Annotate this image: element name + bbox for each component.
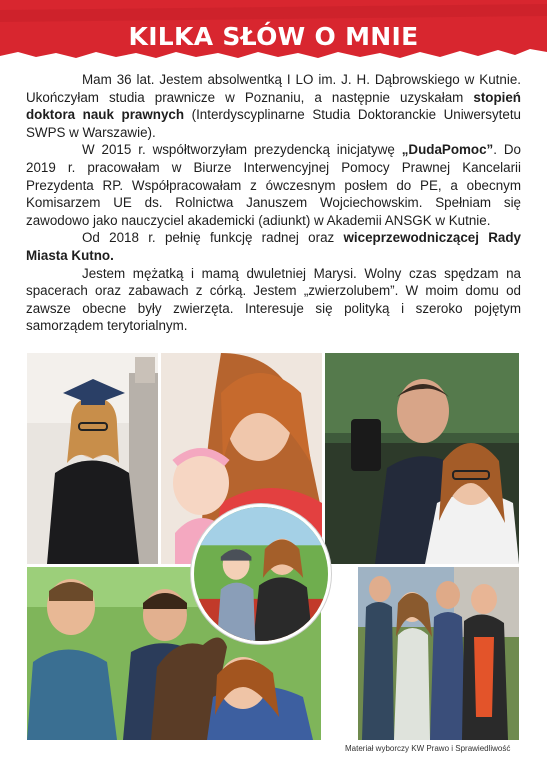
bio-text-span: Mam 36 lat. Jestem absolwentką I LO im. J. H. Dąbrowskiego w Kutnie. Ukończyłam studia prawnicze w Poznaniu, a następnie uzyskałam — [26, 72, 521, 105]
flag-strip-decoration — [0, 758, 547, 768]
group-icon — [358, 567, 519, 740]
bio-text-span: (Interdyscyplinarne Studia Doktoranckie Uniwersytetu SWPS w Warszawie). — [26, 107, 521, 140]
phone-selfie-icon — [325, 353, 519, 564]
bio-paragraph-2 — [26, 141, 521, 229]
bio-text-span: W 2015 r. współtworzyłam prezydencką inicjatywę — [82, 142, 402, 158]
bio-bold-span: „DudaPomoc” — [401, 142, 494, 158]
bio-text-span: . Do 2019 r. pracowałam w Biurze Interwencyjnej Pomocy Prawnej Kancelarii Prezydenta RP. Współpracowałam z ówczesnym posłem do PE, a obecnym Komisarzem UE ds. Rolnictwa Januszem Wojciechowskim. Spełniam się zawodowo jako nauczyciel akademicki (adiunkt) w Akademii ANSGK w Kutnie. — [26, 142, 521, 228]
bio-text — [26, 71, 521, 335]
page-title: KILKA SŁÓW O MNIE — [128, 22, 419, 51]
graduation-icon — [27, 353, 158, 564]
child-icon — [194, 507, 328, 641]
bio-text-span: Od 2018 r. pełnię funkcję radnej oraz — [82, 230, 344, 246]
bio-bold-span: stopień doktora nauk prawnych — [26, 89, 521, 123]
bio-paragraph-3 — [26, 229, 521, 264]
bio-paragraph-1 — [26, 71, 521, 141]
group-meeting-photo — [358, 567, 519, 740]
graduation-photo — [27, 353, 158, 564]
header-banner — [0, 0, 547, 66]
bio-paragraph-4: Jestem mężatką i mamą dwuletniej Marysi. Wolny czas spędzam na spacerach oraz zabawach z córką. Jestem „zwierzolubem”. W moim domu od zawsze obecne były zwierzęta. Interesuje się polityką i szeroko pojętym samorządem terytorialnym. — [26, 265, 521, 334]
family-child-photo — [191, 504, 331, 644]
footer-note: Materiał wyborczy KW Prawo i Sprawiedliwość — [345, 744, 511, 753]
bio-bold-span: wiceprzewodniczącej Rady Miasta Kutno. — [26, 230, 521, 263]
selfie-president-photo — [325, 353, 519, 564]
